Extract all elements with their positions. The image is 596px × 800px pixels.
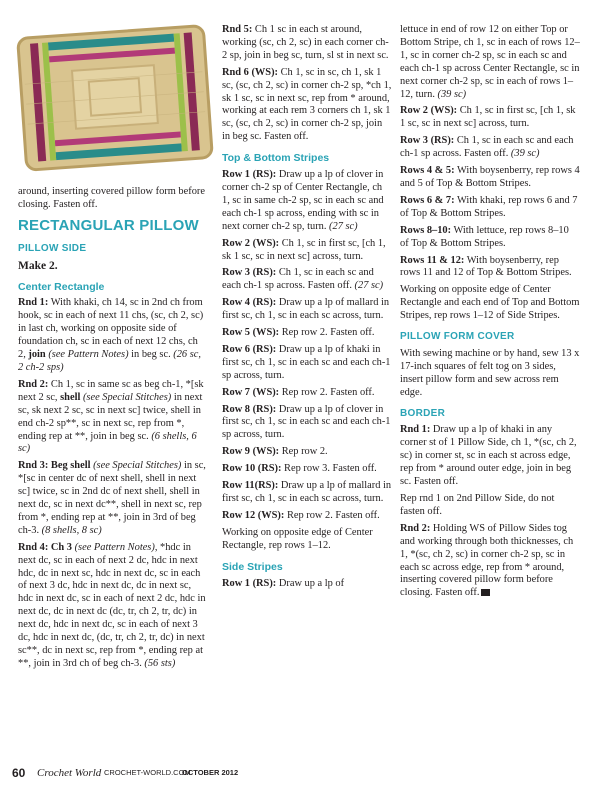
paragraph-rows-4-5: Rows 4 & 5: With boysenberry, rep rows 4 and 5 of Top & Bottom Stripes. (400, 165, 580, 189)
paragraph-side-row1-cont: lettuce in end of row 12 on either Top or Bottom Stripe, ch 1, sc in each of rows 12–1, sc in corner ch-2 sp, sc in each sc and each ch-1 sp across Center Rectangle, sc in next corner ch-2 sp, sc in each of rows 1–12, turn. (39 sc) (400, 24, 580, 100)
label-rnd2: Rnd 2: (18, 378, 49, 390)
section-heading-top-bottom-stripes: Top & Bottom Stripes (222, 152, 330, 165)
section-heading-side-stripes: Side Stripes (222, 560, 283, 573)
magazine-name: Crochet World (37, 767, 102, 779)
page-number: 60 (12, 766, 26, 780)
column-1 (18, 186, 208, 675)
column-2 (222, 24, 392, 594)
paragraph-row5: Row 5 (WS): Rep row 2. Fasten off. (222, 327, 375, 339)
paragraph-rnd4: Rnd 4: Ch 3 (see Pattern Notes), *hdc in next dc, sc in each of next 2 dc, hdc in next hdc, dc in next sc, hdc in next dc, sc in each of next 3 dc, hdc in next dc, dc in next sc, hdc in next dc, sc in each of next 2 dc, hdc in next dc, dc in next dc (dc, tr, ch 2, tr, dc) in next dc, hdc in next dc, sc in each of next 3 dc, hdc in next dc, (dc, tr, ch 2, tr, dc) in next sc**, dc in next sc, rep from *, ending rep at **, join in 3rd ch of beg ch-3. (56 sts) (18, 541, 206, 669)
pattern-title: RECTANGULAR PILLOW (18, 216, 199, 234)
label-rnd3: Rnd 3: (18, 460, 49, 472)
paragraph-border-rep: Rep rnd 1 on 2nd Pillow Side, do not fasten off. (400, 493, 555, 517)
magazine-url: CROCHET-WORLD.COM (104, 768, 191, 777)
paragraph-row7: Row 7 (WS): Rep row 2. Fasten off. (222, 386, 375, 398)
paragraph-row4: Row 4 (RS): Draw up a lp of mallard in first sc, ch 1, sc in each sc across, turn. (222, 297, 390, 322)
center-rectangle (72, 65, 158, 129)
paragraph-form-cover: With sewing machine or by hand, sew 13 x 17-inch squares of felt tog on 3 sides, insert pillow form and sew across rem edge. (400, 347, 580, 398)
paragraph-border-rnd2: Rnd 2: Holding WS of Pillow Sides tog and working through both thicknesses, ch 1, *(sc, ch 2, sc) in corner ch-2 sp, sc in each sc across edge, rep from * around, inserting covered pillow form before closing. Fasten off. (400, 522, 574, 599)
make-instruction: Make 2. (18, 259, 58, 272)
label-rnd4: Rnd 4: Ch 3 (18, 541, 72, 553)
page-footer (12, 766, 582, 786)
paragraph-row10: Row 10 (RS): Rep row 3. Fasten off. (222, 463, 377, 475)
paragraph-rnd5: Rnd 5: Ch 1 sc in each st around, working (sc, ch 2, sc) in each corner ch-2 sp, join in beg sc, turn, sl st in next sc. (222, 24, 389, 61)
paragraph-side-row2: Row 2 (WS): Ch 1, sc in first sc, [ch 1, sk 1 sc, sc in next sc] across, turn. (400, 105, 576, 130)
column-3 (400, 24, 580, 604)
paragraph-row8: Row 8 (RS): Draw up a lp of clover in first sc, ch 1, sc in each sc and each ch-1 sp across, turn. (222, 403, 391, 441)
intro-text: around, inserting covered pillow form before closing. Fasten off. (18, 186, 205, 210)
end-of-pattern-icon (481, 589, 490, 596)
paragraph-rows-8-10: Rows 8–10: With lettuce, rep rows 8–10 of Top & Bottom Stripes. (400, 224, 569, 249)
paragraph-side-row3: Row 3 (RS): Ch 1, sc in each sc and each ch-1 sp across. Fasten off. (39 sc) (400, 135, 574, 160)
paragraph-border-rnd1: Rnd 1: Draw up a lp of khaki in any corner st of 1 Pillow Side, ch 1, *(sc, ch 2, sc) in corner st, sc in each st across edge, rep from * around outer edge, join in beg sc. Fasten off. (400, 424, 577, 488)
section-heading-border: BORDER (400, 407, 446, 419)
paragraph-rnd2: Rnd 2: Ch 1, sc in same sc as beg ch-1, *[sk next 2 sc, shell (see Special Stitches) in next sc, sk next 2 sc, sc in next sc] twice, shell in end ch-2 sp**, sc in next sc, rep from *, ending rep at **, join in beg sc. (6 shells, 6 sc) (18, 378, 204, 455)
pillow-photo (12, 18, 216, 178)
paragraph-rnd6: Rnd 6 (WS): Ch 1, sc in sc, ch 1, sk 1 sc, (sc, ch 2, sc) in corner ch-2 sp, *ch 1, sk 1 sc, sc in next sc, rep from * around, working at each rem 3 corners ch 1, sk 1 sc, (sc, ch 2, sc) in corner ch-2 sp, join in beg sc. Fasten off. (222, 66, 392, 143)
paragraph-row2: Row 2 (WS): Ch 1, sc in first sc, [ch 1, sk 1 sc, sc in next sc] across, turn. (222, 237, 386, 262)
section-heading-pillow-side: PILLOW SIDE (18, 242, 87, 254)
paragraph-row6: Row 6 (RS): Draw up a lp of khaki in first sc, ch 1, sc in each sc and each ch-1 sp across, turn. (222, 343, 391, 381)
paragraph-row12: Row 12 (WS): Rep row 2. Fasten off. (222, 509, 380, 521)
section-heading-pillow-form-cover: PILLOW FORM COVER (400, 331, 515, 343)
paragraph-rnd3: Rnd 3: Beg shell (see Special Stitches) in sc, *[sc in center dc of next shell, shell in next sc] twice, sc in 2nd dc of next shell, shell in next dc, sc in next dc**, shell in next sc, rep from *, ending rep at **, join in 3rd of beg ch-3. (8 shells, 8 sc) (18, 460, 206, 536)
paragraph-side-row1: Row 1 (RS): Draw up a lp of (222, 577, 345, 589)
paragraph-row11: Row 11(RS): Draw up a lp of mallard in first sc, ch 1, sc in each sc across, turn. (222, 480, 392, 504)
paragraph-row3: Row 3 (RS): Ch 1, sc in each sc and each ch-1 sp across. Fasten off. (27 sc) (222, 267, 384, 292)
section-heading-center-rectangle: Center Rectangle (18, 280, 105, 293)
paragraph-rnd1: Rnd 1: With khaki, ch 14, sc in 2nd ch from hook, sc in each of next 11 chs, (sc, ch 2, sc) in last ch, working on opposite side of foundation ch, sc in each of next 12 chs, ch 2, join (see Pattern Notes) in beg sc. (26 sc, 2 ch-2 sps) (18, 297, 204, 373)
label-rnd1: Rnd 1: (18, 297, 49, 309)
paragraph-row1: Row 1 (RS): Draw up a lp of clover in corner ch-2 sp of Center Rectangle, ch 1, sc in same ch-2 sp, sc in each sc and each ch-1 sp across, ending with sc in next corner ch-2 sp, turn. (27 sc) (222, 169, 384, 232)
paragraph-rows-11-12: Rows 11 & 12: With boysenberry, rep rows 11 and 12 of Top & Bottom Stripes. (400, 254, 572, 279)
paragraph-rows-6-7: Rows 6 & 7: With khaki, rep rows 6 and 7 of Top & Bottom Stripes. (400, 194, 578, 219)
paragraph-working-side: Working on opposite edge of Center Rectangle and each end of Top and Bottom Stripes, rep rows 1–12 of Side Stripes. (400, 284, 580, 322)
paragraph-row9: Row 9 (WS): Rep row 2. (222, 446, 328, 458)
paragraph-working: Working on opposite edge of Center Rectangle, rep rows 1–12. (222, 526, 373, 551)
issue-date: OCTOBER 2012 (182, 768, 239, 777)
